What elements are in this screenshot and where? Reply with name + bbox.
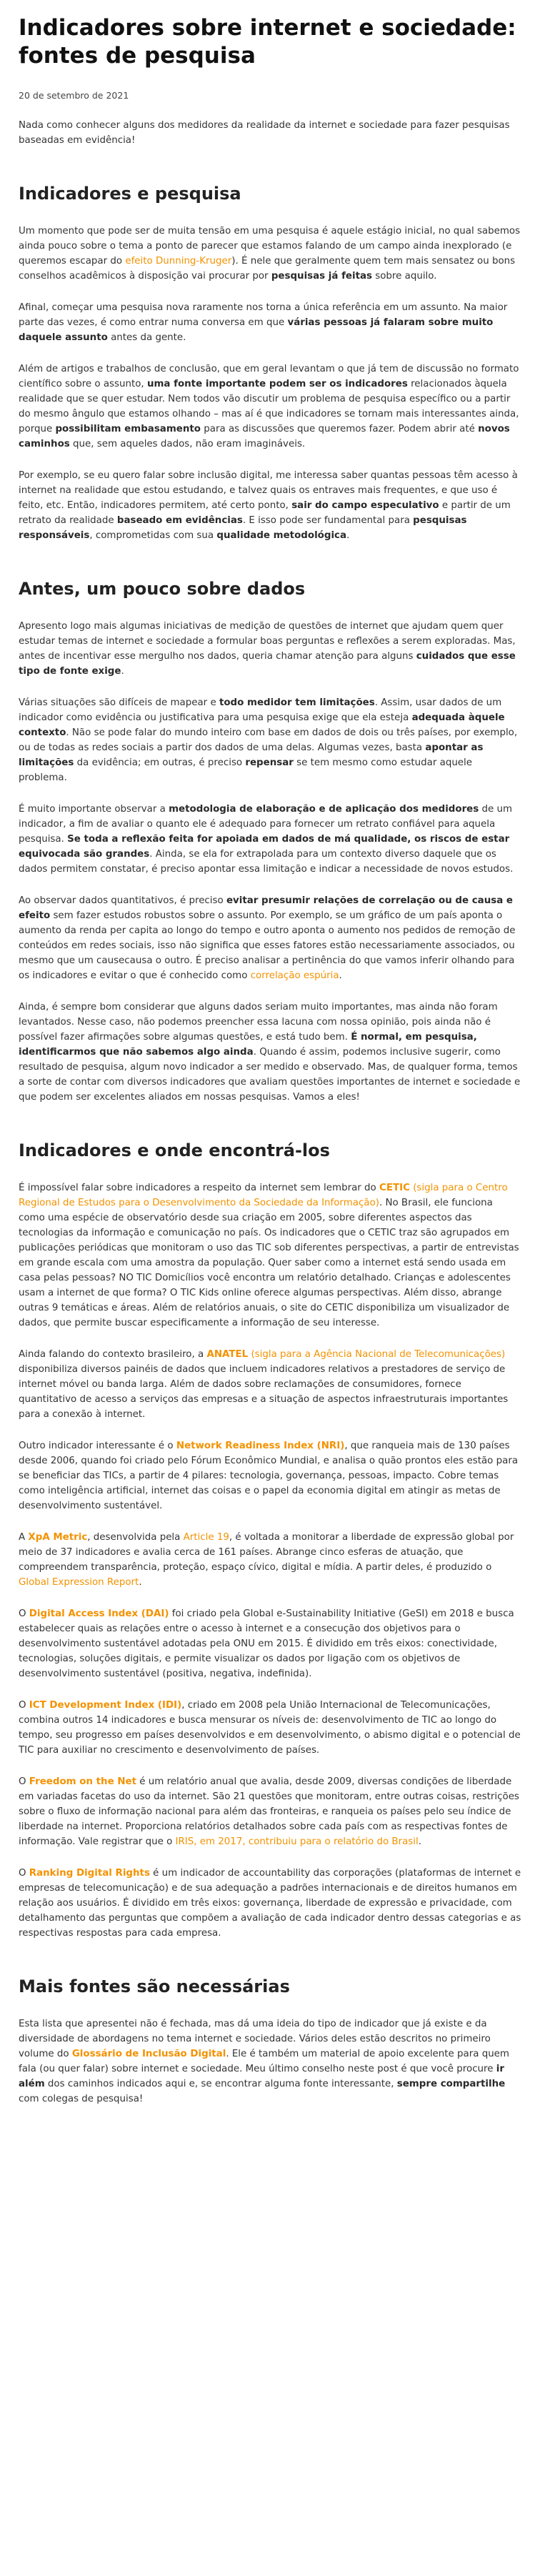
text: , criado em 2008 pela União Internacional de Telecomunicações, combina outros 14 indicadores e busca mensurar os níveis de: desenvolvimento de TIC ao longo do tempo, seu progresso em países desenvolvidos e em desenvolvimento, o abismo digital e o potencial de TIC para auxiliar no crescimento e desenvolvimento de países. <box>19 1700 521 1756</box>
text: , é voltada a monitorar a liberdade de expressão global por meio de 37 indicadores e avalia cerca de 161 países. Abrange cinco esferas de atuação, que compreendem transparência, proteção, espaço cívico, digital e mídia. A partir deles, é produzido o <box>19 1532 514 1573</box>
text: antes da gente. <box>107 332 186 343</box>
section-heading-antes-um-pouco-sobre-dados: Antes, um pouco sobre dados <box>19 579 306 599</box>
bold-text: É normal, em pesquisa, identificarmos que não sabemos algo ainda <box>19 1032 477 1058</box>
text: Por exemplo, se eu quero falar sobre inclusão digital, me interessa saber quantas pessoas têm acesso à internet na realidade que estou estudando, e talvez quais os entraves mais frequentes, e que uso é feito, etc. Então, indicadores permitem, até certo ponto, <box>19 470 518 511</box>
text: . Ainda, se ela for extrapolada para um contexto diverso daquele que os dados permitem constatar, é preciso apontar essa limitação e indicar a necessidade de novos estudos. <box>19 849 514 875</box>
text: , desenvolvida pela <box>87 1532 184 1543</box>
link-global-expression-report[interactable]: Global Expression Report <box>19 1577 139 1588</box>
link-cetic[interactable]: CETIC <box>379 1183 410 1193</box>
link-dai[interactable]: Digital Access Index (DAI) <box>29 1608 169 1619</box>
bold-text: sempre compartilhe <box>396 2079 506 2089</box>
text: É impossível falar sobre indicadores a respeito da internet sem lembrar do <box>19 1183 379 1193</box>
bold-text: sair do campo especulativo <box>291 500 439 511</box>
text: Um momento que pode ser de muita tensão em uma pesquisa é aquele estágio inicial, no qual sabemos ainda pouco sobre o tema a ponto de parecer que estamos falando de um campo ainda inexplorado (e queremos escapar do <box>19 226 521 267</box>
bold-text: adequada àquele contexto <box>19 712 505 738</box>
bold-text: ir além <box>19 2064 504 2089</box>
paragraph <box>19 300 521 345</box>
text: . Ele é também um material de apoio excelente para quem fala (ou quer falar) sobre internet e sociedade. Meu último conselho neste post é que você procure <box>19 2049 509 2074</box>
paragraph <box>19 1000 521 1105</box>
link-ranking-digital-rights[interactable]: Ranking Digital Rights <box>29 1868 150 1879</box>
bold-text: novos caminhos <box>19 424 510 449</box>
link-nri[interactable]: Network Readiness Index (NRI) <box>176 1441 345 1451</box>
bold-text: possibilitam embasamento <box>55 424 201 434</box>
text: . E isso pode ser fundamental para <box>242 515 414 526</box>
paragraph <box>19 619 521 679</box>
link-cetic-sigla[interactable]: (sigla para o Centro Regional de Estudos para o Desenvolvimento da Sociedade da Informação) <box>19 1183 508 1208</box>
text: Ainda, é sempre bom considerar que alguns dados seriam muito importantes, mas ainda não foram levantados. Nesse caso, não podemos preencher essa lacuna com nossa opinião, pois ainda não é possível fazer afirmações sobre algumas questões, e está tudo bem. <box>19 1002 498 1043</box>
text: Ao observar dados quantitativos, é preciso <box>19 895 226 906</box>
link-article-19[interactable]: Article 19 <box>183 1532 229 1543</box>
paragraph <box>19 1347 521 1422</box>
bold-text: cuidados que esse tipo de fonte exige <box>19 651 516 677</box>
bold-text: baseado em evidências <box>116 515 243 526</box>
text: O <box>19 1868 29 1879</box>
text: dos caminhos indicados aqui e, se encontrar alguma fonte interessante, <box>44 2079 397 2089</box>
text: O <box>19 1776 29 1787</box>
link-idi[interactable]: ICT Development Index (IDI) <box>29 1700 182 1711</box>
text: . Não se pode falar do mundo inteiro com base em dados de dois ou três países, por exemplo, ou de todas as redes sociais a partir dos dados de uma delas. Algumas vezes, basta <box>19 727 518 753</box>
publish-date: 20 de setembro de 2021 <box>19 90 129 101</box>
bold-text: uma fonte importante podem ser os indicadores <box>146 379 408 389</box>
link-iris-relatorio-brasil[interactable]: IRIS, em 2017, contribuiu para o relatório do Brasil <box>175 1836 419 1847</box>
article-intro: Nada como conhecer alguns dos medidores da realidade da internet e sociedade para fazer pesquisas baseadas em evidência! <box>19 120 510 146</box>
text: se tem mesmo como estudar aquele problema. <box>19 757 473 783</box>
paragraph <box>19 802 521 877</box>
bold-text: todo medidor tem limitações <box>219 697 375 708</box>
section-heading-mais-fontes: Mais fontes são necessárias <box>19 1976 290 1996</box>
text: Além de artigos e trabalhos de conclusão, que em geral levantam o que já tem de discussão no formato científico sobre o assunto, <box>19 364 519 389</box>
text: e partir de um retrato da realidade <box>19 500 511 526</box>
link-anatel-sigla[interactable]: (sigla para a Agência Nacional de Telecomunicações) <box>251 1349 506 1360</box>
text: O <box>19 1700 29 1711</box>
text: para as discussões que queremos fazer. Podem abrir até <box>201 424 479 434</box>
bold-text: qualidade metodológica <box>216 530 347 541</box>
paragraph <box>19 1180 521 1331</box>
text: . Assim, usar dados de um indicador como evidência ou justificativa para uma pesquisa exige que ela esteja <box>19 697 502 723</box>
paragraph <box>19 1774 521 1849</box>
text: . No Brasil, ele funciona como uma espécie de observatório desde sua criação em 2005, sobre diferentes aspectos das tecnologias da informação e comunicação no país. Os indicadores que o CETIC traz são agrupados em publicações periódicas que monitoram o uso das TIC sob diferentes perspectivas, a partir de entrevistas em grande escala com uma amostra da população. Quer saber como a internet está sendo usada em casa pelas pessoas? NO TIC Domicílios você encontra um relatório detalhado. Crianças e adolescentes usam a internet de que forma? O TIC Kids online oferece algumas perspectivas. Além disso, abrange outras 9 temáticas e áreas. Além de relatórios anuais, o site do CETIC disponibiliza um visualizador de dados, que permite buscar especificamente a informação de seu interesse. <box>19 1198 519 1328</box>
text: Ainda falando do contexto brasileiro, a <box>19 1349 207 1360</box>
bold-text: apontar as limitações <box>19 742 484 768</box>
bold-text: Se toda a reflexão feita for apoiada em dados de má qualidade, os riscos de estar equivocada são grandes <box>19 834 510 860</box>
bold-text: pesquisas responsáveis <box>19 515 467 541</box>
text: . <box>418 1836 421 1847</box>
paragraph <box>19 468 521 543</box>
section-heading-indicadores-e-onde-encontra-los: Indicadores e onde encontrá-los <box>19 1140 330 1160</box>
bold-text: metodologia de elaboração e de aplicação dos medidores <box>169 804 479 815</box>
text: . <box>139 1577 142 1588</box>
text: que, sem aqueles dados, não eram imagináveis. <box>69 439 306 449</box>
text: de um indicador, a fim de avaliar o quanto ele é adequado para fornecer um retrato confiável para aquela pesquisa. <box>19 804 513 845</box>
bold-text: pesquisas já feitas <box>271 271 372 282</box>
bold-text: evitar presumir relações de correlação ou de causa e efeito <box>19 895 513 921</box>
paragraph <box>19 695 521 785</box>
text: ). É nele que geralmente quem tem mais sensatez ou bons conselhos acadêmicos à disposição vai procurar por <box>19 256 516 282</box>
paragraph <box>19 1438 521 1513</box>
paragraph <box>19 893 521 983</box>
text: da evidência; em outras, é preciso <box>74 757 246 768</box>
text: Várias situações são difíceis de mapear e <box>19 697 219 708</box>
paragraph <box>19 1866 521 1941</box>
text: é um relatório anual que avalia, desde 2009, diversas condições de liberdade em variadas facetas do uso da internet. São 21 questões que monitoram, entre outras coisas, restrições sobre o fluxo de informação nacional para além das fronteiras, e ranqueia os países pelo seu índice de liberdade na internet. Proporciona relatórios detalhados sobre cada país com as respectivas fontes de informação. Vale registrar que o <box>19 1776 519 1847</box>
text: , que ranqueia mais de 130 países desde 2006, quando foi criado pelo Fórum Econômico Mundial, e analisa o quão prontos eles estão para se beneficiar das TICs, a partir de 4 pilares: tecnologia, governança, pessoas, impacto. Cobre temas como inteligência artificial, internet das coisas e o papel da economia digital em atingir as metas de desenvolvimento sustentável. <box>19 1441 519 1511</box>
paragraph <box>19 362 521 452</box>
text: O <box>19 1608 29 1619</box>
page-title: Indicadores sobre internet e sociedade: fontes de pesquisa <box>19 15 516 69</box>
bold-text: várias pessoas já falaram sobre muito daquele assunto <box>19 317 494 343</box>
paragraph <box>19 1698 521 1758</box>
paragraph <box>19 2016 521 2107</box>
text: . Quando é assim, podemos inclusive sugerir, como resultado de pesquisa, algum novo indicador a ser medido e observado. Mas, de qualquer forma, temos a sorte de contar com diversos indicadores que avaliam questões importantes de internet e sociedade e que podem ser excelentes aliados em nossas pesquisas. Vamos a eles! <box>19 1047 521 1103</box>
text: disponibiliza diversos painéis de dados que incluem indicadores relativos a prestadores de serviço de internet móvel ou banda larga. Além de dados sobre reclamações de consumidores, fornece quantitativo de acesso a serviços das empresas e a situação de aspectos infraestruturais importantes para a conexão à internet. <box>19 1364 509 1420</box>
section-heading-indicadores-e-pesquisa: Indicadores e pesquisa <box>19 184 241 204</box>
text: . <box>346 530 350 541</box>
text: É muito importante observar a <box>19 804 169 815</box>
text: . <box>121 666 124 677</box>
text: foi criado pela Global e-Sustainability Initiative (GeSI) em 2018 e busca estabelecer quais as relações entre o acesso à internet e a consecução dos objetivos para o desenvolvimento sustentável adotadas pela ONU em 2015. É dividido em três eixos: conectividade, tecnologias, soluções digitais, e permite visualizar os dados por ligação com os objetivos de desenvolvimento sustentável (positiva, negativa, indefinida). <box>19 1608 514 1679</box>
link-xpa-metric[interactable]: XpA Metric <box>28 1532 88 1543</box>
link-glossario-inclusao-digital[interactable]: Glossário de Inclusão Digital <box>71 2049 226 2059</box>
text: Afinal, começar uma pesquisa nova raramente nos torna a única referência em um assunto. Na maior parte das vezes, é como entrar numa conversa em que <box>19 302 508 328</box>
text: é um indicador de accountability das corporações (plataformas de internet e empresas de telecomunicação) e de sua adequação a padrões internacionais e de direitos humanos em relação aos usuários. É dividido em três eixos: governança, liberdade de expressão e privacidade, com detalhamento das perguntas que compõem a avaliação de cada indicador dentro dessas categorias e as respectivas respostas para cada empresa. <box>19 1868 521 1939</box>
text: . <box>339 970 342 981</box>
link-anatel[interactable]: ANATEL <box>206 1349 249 1360</box>
link-freedom-on-the-net[interactable]: Freedom on the Net <box>29 1776 137 1787</box>
bold-text: repensar <box>245 757 294 768</box>
text: sobre aquilo. <box>372 271 437 282</box>
text: Outro indicador interessante é o <box>19 1441 176 1451</box>
paragraph <box>19 1530 521 1590</box>
text: sem fazer estudos robustos sobre o assunto. Por exemplo, se um gráfico de um país aponta o aumento da renda per capita ao longo do tempo e outro aponta o aumento nos pedidos de remoção de conteúdos em redes sociais, isso não significa que esses fatores estão necessariamente associados, ou mesmo que um causecausa o outro. É preciso analisar a pertinência do que vamos inferir olhando para os indicadores e evitar o que é conhecido como <box>19 910 516 981</box>
text: Apresento logo mais algumas iniciativas de medição de questões de internet que ajudam quem quer estudar temas de internet e sociedade a formular boas perguntas e reflexões a serem exploradas. Mas, antes de incentivar esse mergulho nos dados, queria chamar atenção para alguns <box>19 621 516 662</box>
text: Esta lista que apresentei não é fechada, mas dá uma ideia do tipo de indicador que já existe e da diversidade de abordagens no tema internet e sociedade. Vários deles estão descritos no primeiro volume do <box>19 2019 491 2059</box>
paragraph <box>19 224 521 284</box>
text: com colegas de pesquisa! <box>19 2094 144 2104</box>
paragraph <box>19 1606 521 1681</box>
text: , comprometidas com sua <box>89 530 217 541</box>
text: A <box>19 1532 29 1543</box>
link-correlacao-espuria[interactable]: correlação espúria <box>250 970 339 981</box>
text: relacionados àquela realidade que se quer estudar. Nem todos vão discutir um problema de pesquisa específico ou a partir do mesmo ângulo que estamos olhando – mas aí é que indicadores se tornam mais interessantes ainda, porque <box>19 379 519 434</box>
link-dunning-kruger[interactable]: efeito Dunning-Kruger <box>125 256 232 267</box>
